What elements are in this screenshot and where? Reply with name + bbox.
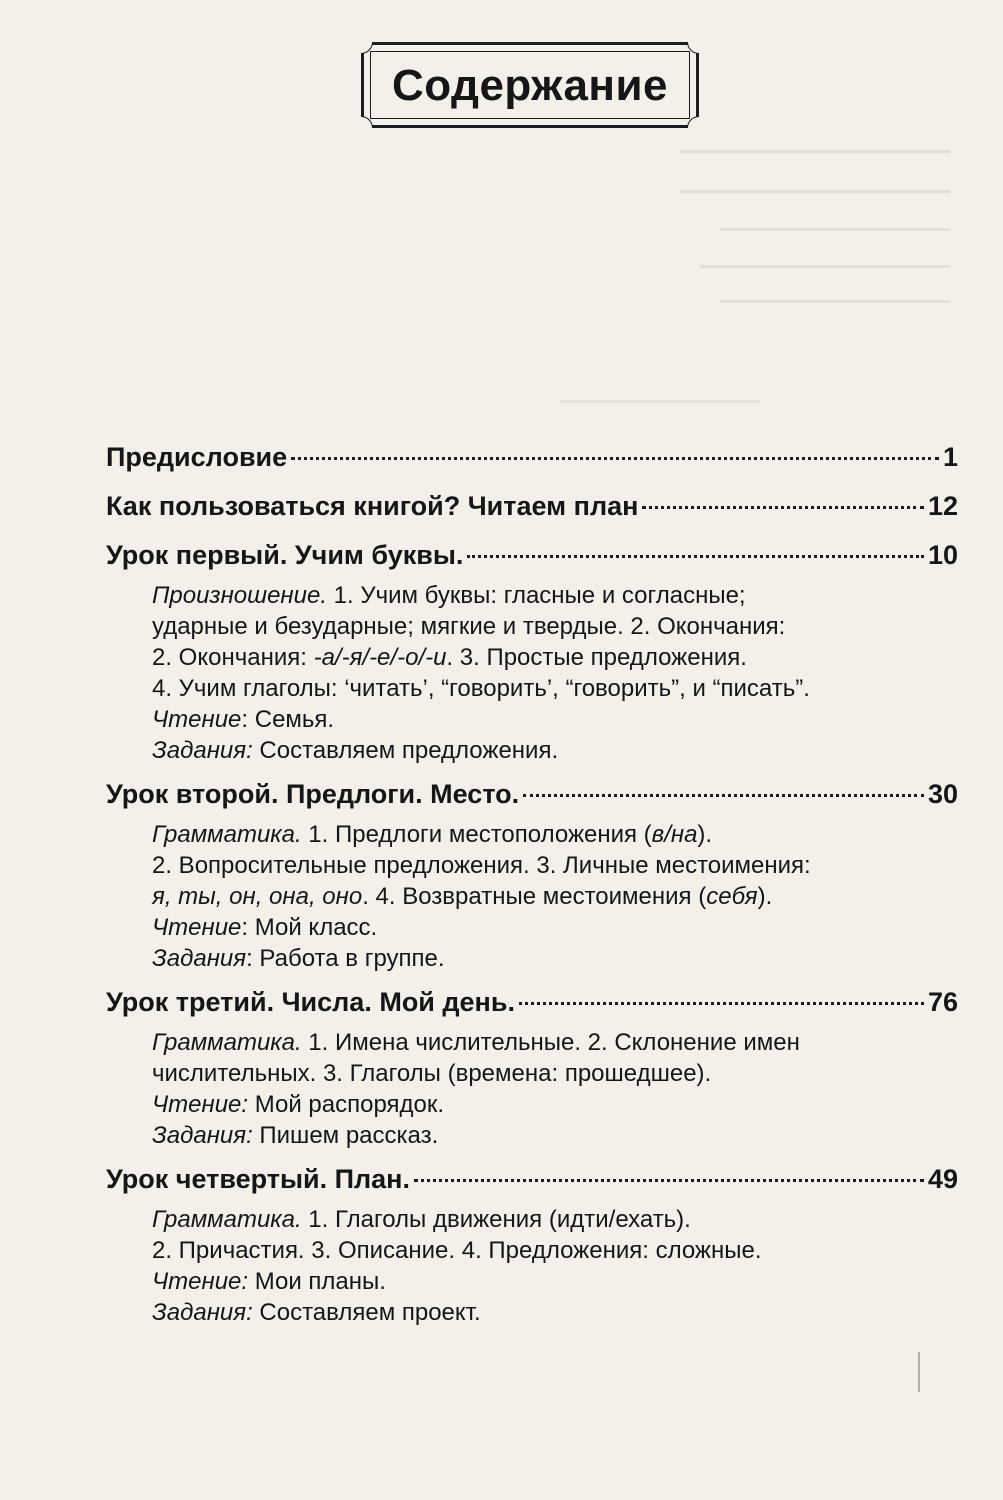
- toc-page-number: 30: [927, 779, 958, 809]
- frame-corner: [361, 116, 373, 128]
- toc-entry-title: Урок четвертый. План.: [106, 1164, 410, 1194]
- italic-term: Чтение: [152, 914, 242, 941]
- italic-term: Грамматика.: [152, 1029, 302, 1056]
- text-segment: : Работа в группе.: [246, 945, 445, 972]
- toc-entry: [106, 489, 958, 538]
- italic-term: я, ты, он, она, оно: [152, 883, 363, 910]
- text-segment: Составляем предложения.: [252, 737, 559, 764]
- text-segment: 2. Вопросительные предложения. 3. Личные местоимения:: [152, 852, 811, 879]
- toc-entry-title: Урок первый. Учим буквы.: [106, 540, 464, 570]
- italic-term: Грамматика.: [152, 821, 302, 848]
- toc-entry-heading: [106, 440, 958, 489]
- toc-entry-title: Предисловие: [106, 442, 288, 472]
- italic-term: Задания:: [152, 737, 253, 764]
- description-line: [152, 1058, 958, 1089]
- description-line: [152, 1235, 958, 1266]
- dot-leader: [519, 1002, 924, 1005]
- description-line: [152, 1027, 958, 1058]
- dot-leader: [291, 457, 939, 460]
- dot-leader: [523, 794, 924, 797]
- text-segment: Мои планы.: [248, 1268, 386, 1295]
- description-line: [152, 850, 958, 881]
- toc-entry-title: Урок второй. Предлоги. Место.: [106, 779, 520, 809]
- toc-page-number: 10: [927, 540, 958, 570]
- description-line: [152, 611, 958, 642]
- margin-mark: [918, 1352, 920, 1392]
- text-segment: : Мой класс.: [241, 914, 378, 941]
- description-line: [152, 704, 958, 735]
- description-line: [152, 673, 958, 704]
- description-line: [152, 1120, 958, 1151]
- toc-entry-title: Как пользоваться книгой? Читаем план: [106, 491, 639, 521]
- toc-page-number: 1: [942, 442, 958, 472]
- italic-term: себя: [706, 883, 758, 910]
- text-segment: ).: [757, 883, 773, 910]
- toc-page-number: 12: [927, 491, 958, 521]
- frame-corner: [687, 42, 699, 54]
- text-segment: числительных. 3. Глаголы (времена: прошедшее).: [152, 1060, 712, 1087]
- text-segment: 1. Имена числительные. 2. Склонение имен: [301, 1029, 800, 1056]
- description-line: [152, 1204, 958, 1235]
- text-segment: 1. Учим буквы: гласные и согласные;: [326, 582, 746, 609]
- toc-entry-description: [106, 1204, 958, 1328]
- description-line: [152, 912, 958, 943]
- toc-entry-heading: [106, 985, 958, 1027]
- italic-term: Чтение:: [152, 1268, 249, 1295]
- text-segment: Мой распорядок.: [248, 1091, 445, 1118]
- text-segment: . 3. Простые предложения.: [446, 644, 747, 671]
- toc-entry-heading: [106, 538, 958, 580]
- page-title: Содержание: [391, 61, 669, 110]
- text-segment: 2. Причастия. 3. Описание. 4. Предложения: сложные.: [152, 1237, 762, 1264]
- italic-term: Задания:: [152, 1299, 253, 1326]
- dot-leader: [414, 1179, 924, 1182]
- text-segment: Составляем проект.: [252, 1299, 481, 1326]
- italic-term: Чтение:: [152, 1091, 249, 1118]
- italic-term: Задания:: [152, 1122, 253, 1149]
- description-line: [152, 1266, 958, 1297]
- toc-entry: [106, 985, 958, 1151]
- toc-entry: [106, 1162, 958, 1328]
- text-segment: . 4. Возвратные местоимения (: [362, 883, 707, 910]
- toc-entry-description: [106, 1027, 958, 1151]
- toc-entry-description: [106, 580, 958, 766]
- description-line: [152, 881, 958, 912]
- text-segment: 2. Окончания:: [152, 644, 314, 671]
- toc-entry: [106, 440, 958, 489]
- toc-page-number: 49: [927, 1164, 958, 1194]
- toc-page-number: 76: [927, 987, 958, 1017]
- toc-entry: [106, 538, 958, 766]
- italic-term: -а/-я/-е/-о/-и: [313, 644, 447, 671]
- italic-term: в/на: [651, 821, 698, 848]
- description-line: [152, 1297, 958, 1328]
- italic-term: Чтение: [152, 706, 242, 733]
- frame-corner: [361, 42, 373, 54]
- description-line: [152, 642, 958, 673]
- description-line: [152, 735, 958, 766]
- text-segment: ударные и безударные; мягкие и твердые. 2. Окончания:: [152, 613, 786, 640]
- description-line: [152, 943, 958, 974]
- dot-leader: [642, 506, 924, 509]
- toc-entry-description: [106, 819, 958, 974]
- toc-entry-heading: [106, 777, 958, 819]
- description-line: [152, 580, 958, 611]
- text-segment: ).: [697, 821, 713, 848]
- italic-term: Произношение.: [152, 582, 327, 609]
- toc-entry: [106, 777, 958, 974]
- text-segment: 4. Учим глаголы: ‘читать’, “говорить’, “говорить”, и “писать”.: [152, 675, 810, 702]
- italic-term: Грамматика.: [152, 1206, 302, 1233]
- text-segment: : Семья.: [241, 706, 335, 733]
- description-line: [152, 819, 958, 850]
- italic-term: Задания: [152, 945, 247, 972]
- toc-entry-heading: [106, 489, 958, 538]
- contents-title-frame: [361, 42, 699, 128]
- toc-entry-heading: [106, 1162, 958, 1204]
- frame-corner: [687, 116, 699, 128]
- toc-entry-title: Урок третий. Числа. Мой день.: [106, 987, 515, 1017]
- description-line: [152, 1089, 958, 1120]
- text-segment: 1. Глаголы движения (идти/ехать).: [301, 1206, 691, 1233]
- dot-leader: [467, 555, 924, 558]
- table-of-contents: [106, 440, 958, 1339]
- text-segment: Пишем рассказ.: [252, 1122, 439, 1149]
- text-segment: 1. Предлоги местоположения (: [301, 821, 652, 848]
